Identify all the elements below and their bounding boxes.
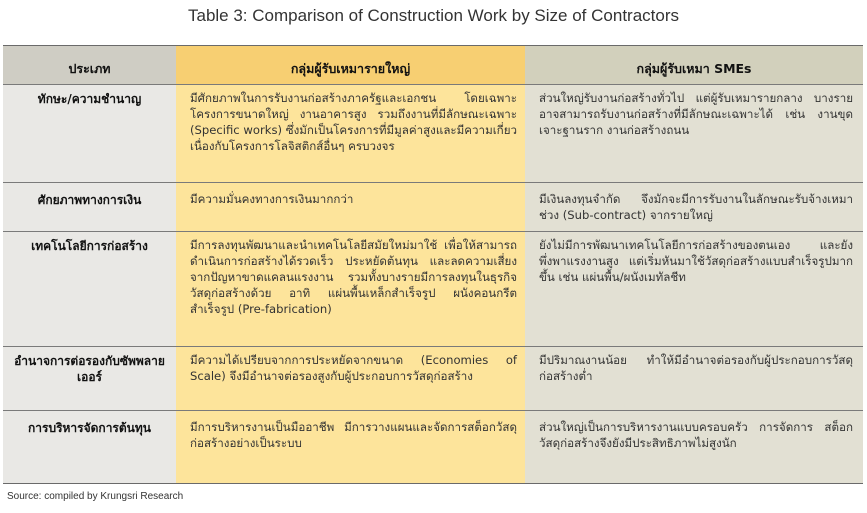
sme-text: ยังไม่มีการพัฒนาเทคโนโลยีการก่อสร้างของตนเอง และยังพึ่งพาแรงงานสูง แต่เริ่มหันมาใช้วัสดุก่อสร้างแบบสำเร็จรูปมากขึ้น เช่น แผ่นพื้น/ผนังเมทัลชีท <box>539 238 853 284</box>
header-large-label: กลุ่มผู้รับเหมารายใหญ่ <box>290 61 411 76</box>
row-label: ทักษะ/ความชำนาญ <box>37 92 142 106</box>
header-cell-type <box>3 46 176 84</box>
table-header-row <box>3 46 863 85</box>
source-note: Source: compiled by Krungsri Research <box>7 491 184 502</box>
large-cell <box>176 347 525 410</box>
large-text: มีความมั่นคงทางการเงินมากกว่า <box>190 192 354 206</box>
large-text: มีศักยภาพในการรับงานก่อสร้างภาครัฐและเอกชน โดยเฉพาะโครงการขนาดใหญ่ งานอาคารสูง รวมถึงงานที่มีลักษณะเฉพาะ (Specific works) ซึ่งมักเป็นโครงการที่มีมูลค่าสูงและมีความเกี่ยวเนื่องกับโครงการโลจิสติกส์อื่นๆ ครบวงจร <box>190 91 517 153</box>
table-title: Table 3: Comparison of Construction Work by Size of Contractors <box>187 6 679 25</box>
table-row <box>3 85 863 183</box>
sme-text: ส่วนใหญ่รับงานก่อสร้างทั่วไป แต่ผู้รับเหมารายกลาง บางรายอาจสามารถรับงานก่อสร้างที่มีลักษณะเฉพาะได้ เช่น งานขุดเจาะฐานราก งานก่อสร้างถนน <box>539 91 853 137</box>
sme-text: มีปริมาณงานน้อย ทำให้มีอำนาจต่อรองกับผู้ประกอบการวัสดุก่อสร้างต่ำ <box>539 353 853 383</box>
large-cell <box>176 232 525 346</box>
large-text: มีการลงทุนพัฒนาและนำเทคโนโลยีสมัยใหม่มาใช้ เพื่อให้สามารถดำเนินการก่อสร้างได้รวดเร็ว ประหยัดต้นทุน และลดความเสี่ยงจากปัญหาขาดแคลนแรงงาน รวมทั้งบางรายมีการลงทุนในธุรกิจวัสดุก่อสร้างด้วย อาทิ แผ่นพื้นเหล็กสำเร็จรูป ผนังคอนกรีตสำเร็จรูป (Pre-fabrication) <box>190 238 517 316</box>
sme-cell <box>525 85 863 182</box>
large-cell <box>176 85 525 182</box>
header-cell-large <box>176 46 525 84</box>
comparison-table <box>3 45 863 484</box>
sme-cell <box>525 411 863 483</box>
row-label: ศักยภาพทางการเงิน <box>37 193 142 207</box>
sme-cell <box>525 347 863 410</box>
large-cell <box>176 411 525 483</box>
header-type-label: ประเภท <box>68 61 111 76</box>
table-row <box>3 347 863 411</box>
sme-text: ส่วนใหญ่เป็นการบริหารงานแบบครอบครัว การจัดการ สต็อกวัสดุก่อสร้างจึงยังมีประสิทธิภาพไม่สูงนัก <box>539 420 853 450</box>
header-cell-sme <box>525 46 863 84</box>
row-label: อำนาจการต่อรองกับซัพพลายเออร์ <box>14 354 165 384</box>
large-text: มีการบริหารงานเป็นมืออาชีพ มีการวางแผนและจัดการสต็อกวัสดุก่อสร้างอย่างเป็นระบบ <box>190 420 517 450</box>
sme-text: มีเงินลงทุนจำกัด จึงมักจะมีการรับงานในลักษณะรับจ้างเหมาช่วง (Sub-contract) จากรายใหญ่ <box>539 192 853 222</box>
row-label-cell <box>3 232 176 346</box>
table-row <box>3 232 863 347</box>
row-label: เทคโนโลยีการก่อสร้าง <box>31 239 148 253</box>
row-label-cell <box>3 85 176 182</box>
table-row <box>3 411 863 483</box>
row-label: การบริหารจัดการต้นทุน <box>28 421 151 435</box>
large-cell <box>176 183 525 231</box>
header-sme-label: กลุ่มผู้รับเหมา SMEs <box>636 61 752 76</box>
sme-cell <box>525 232 863 346</box>
row-label-cell <box>3 347 176 410</box>
table-row <box>3 183 863 232</box>
row-label-cell <box>3 411 176 483</box>
sme-cell <box>525 183 863 231</box>
large-text: มีความได้เปรียบจากการประหยัดจากขนาด (Economies of Scale) จึงมีอำนาจต่อรองสูงกับผู้ประกอบการวัสดุก่อสร้าง <box>190 353 517 383</box>
row-label-cell <box>3 183 176 231</box>
